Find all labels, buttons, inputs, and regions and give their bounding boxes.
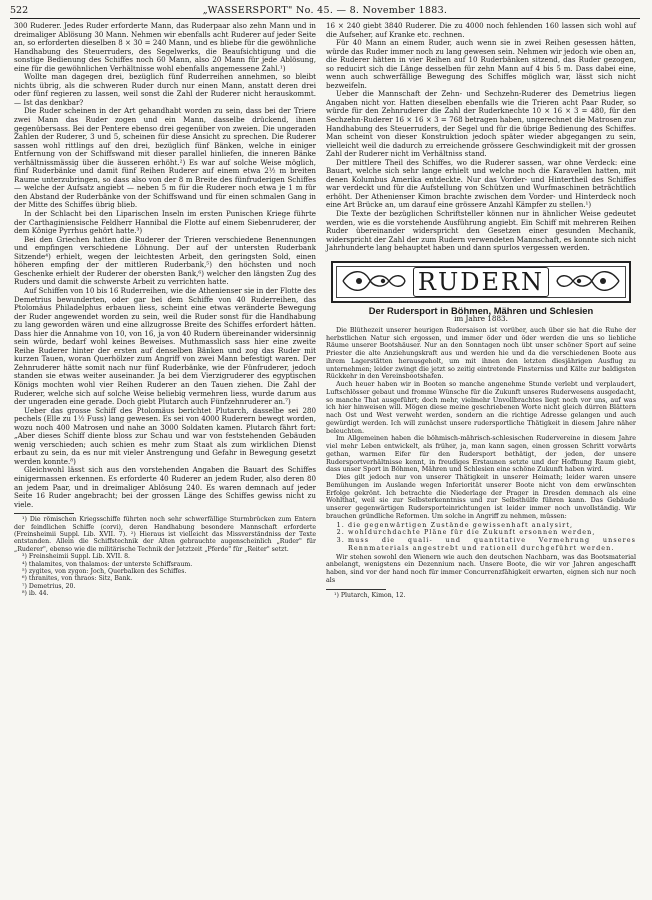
reform-list	[326, 522, 636, 553]
footnote: ¹) Plutarch, Kimon, 12.	[334, 591, 406, 599]
page-header	[10, 5, 640, 17]
footnote: ³) Freinsheimii Suppl. Lib. XVII. 8.	[22, 553, 130, 561]
paragraph: Dies gilt jedoch nur von unserer Thätigkeit in unserer Heimath; leider waren unsere Bemühungen im Auslande wegen Inferiorität unserer Boote nicht von dem erwünschten Erfolge gekrönt. Ich betrachte die Niederlage der Prager in Dresden demnach als eine Wohlthat, weil sie zur Selbsterkenntniss und zur Selbsthülfe führen kann. Das Gebäude unserer gegenwärtigen Rudersporteinrichtungen ist leider immer noch unvollständig. Wir brauchen gründliche Reformen. Um solche in Angriff zu nehmen, müssen:	[326, 473, 636, 520]
section-banner	[331, 261, 631, 303]
article-title: Der Rudersport in Böhmen, Mähren und Schlesien	[368, 304, 594, 316]
list-item: 1. die gegenwärtigen Zustände gewissenhaft analysirt,	[348, 522, 636, 530]
paragraph: Ueber die Mannschaft der Zehn- und Sechzehn-Ruderer des Demetrius liegen Angaben nicht vor. Hatten dieselben ebenfalls wie die Trieren acht Paar Ruder, so würde für den Zehnruderer die Zahl der Ruderknechte 10 × 16 × 3 = 480, für den Sechzehn-Ruderer 16 × 16 × 3 = 768 betragen haben, ungerechnet die Matrosen zur Handhabung des Steuerruders, der Segel und für die übrige Bedienung des Schiffes. Man scheint von dieser Konstruktion jedoch später wieder abgegangen zu sein, vielleicht weil die dadurch zu erreichende grössere Geschwindigkeit mit der grossen Zahl der Ruderer nicht im Verhältniss stand.	[326, 89, 636, 159]
paragraph: Für 40 Mann an einem Ruder, auch wenn sie in zwei Reihen gesessen hätten, würde das Ruder immer noch zu lang gewesen sein. Nehmen wir jedoch wie oben an, die Ruderer hätten in vier Reihen auf 10 Ruderbänken sitzend, das Ruder gezogen, so reducirt sich die Länge desselben für zehn Mann auf 4 bis 5 m. Dass dabei eine, wenn auch schwerfällige Bewegung des Schiffes möglich war, lässt sich nicht bezweifeln.	[326, 38, 636, 90]
running-title: „WASSERSPORT" No. 45. — 8. November 1883.	[202, 5, 448, 16]
header-rule	[10, 18, 640, 19]
paragraph: Gleichwohl lässt sich aus den vorstehenden Angaben die Bauart des Schiffes einigermassen erkennen. Es erforderte 40 Ruderer an jedem Ruder, also deren 80 an jedem Paar, und in dreimaliger Ablösung 240. Es waren demnach auf jeder Seite 16 Ruder angebracht; bei der grossen Länge des Schiffes gewiss nicht zu viele.	[14, 465, 316, 509]
footnote: ⁴) thalamites, von thalamos: der unterste Schiffsraum.	[22, 560, 193, 568]
paragraph: Wollte man dagegen drei, bezüglich fünf Ruderreihen annehmen, so bleibt nichts übrig, als die schweren Ruder durch nur einen Mann, anstatt deren drei oder fünf regieren zu lassen, weil sonst die Zahl der Ruderer nicht herauskommt. — Ist das denkbar?	[14, 72, 316, 107]
paragraph: 16 × 240 giebt 3840 Ruderer. Die zu 4000 noch fehlenden 160 lassen sich wohl auf die Aufseher, auf Kranke etc. rechnen.	[326, 21, 636, 39]
paragraph: Im Allgemeinen haben die böhmisch-mährisch-schlesischen Rudervereine in diesem Jahre viel mehr Leben entwickelt, als früher, ja, man kann sagen, einen grossen Schritt vorwärts gethan, warmen Eifer für den Rudersport bethätigt, der jeden, der unsere Rudersportverhältnisse kennt, in freudiges Erstaunen setzte und der Hoffnung Raum giebt, dass unser Sport in Böhmen, Mähren und Schlesien eine schöne Zukunft haben wird.	[326, 434, 636, 474]
right-column	[326, 22, 636, 599]
footnote: ⁸) ib. 44.	[22, 590, 49, 598]
paragraph: Der mittlere Theil des Schiffes, wo die Ruderer sassen, war ohne Verdeck: eine Bauart, welche sich sehr lange erhielt und welche noch die Karavellen hatten, mit denen Kolumbus Amerika entdeckte. Nur das Vorder- und Hintertheil des Schiffes war verdeckt und für die Aufstellung von Schützen und Wurfmaschinen beträchtlich erhöht. Der Athenienser Kimon brachte zwischen dem Vorder- und Hinterdeck noch eine Art Brücke an, um darauf eine grössere Anzahl Kämpfer zu stellen.¹)	[326, 157, 636, 210]
paragraph: Bei den Griechen hatten die Ruderer der Trieren verschiedene Benennungen und empfingen verschiedene Löhnung. Der auf der untersten Ruderbank Sitzende⁴) erhielt, wegen der leichtesten Arbeit, den geringsten Sold, einen höheren empfing der der mittleren Ruderbank,⁵) den höchsten und noch Geschenke erhielt der Ruderer der obersten Bank,⁶) welcher den längsten Zug des Ruders und damit die schwerste Arbeit zu verrichten hatte.	[14, 234, 316, 287]
list-item: 2. wohldurchdachte Pläne für die Zukunft ersonnen werden,	[348, 529, 636, 537]
banner-word: RUDERN	[413, 267, 549, 297]
footnote-rule	[14, 513, 74, 514]
footnote: ⁷) Demetrius, 20.	[22, 582, 76, 590]
left-column	[14, 22, 316, 598]
paragraph: Auf Schiffen von 10 bis 16 Ruderreihen, wie die Athenienser sie in der Flotte des Demetrius bewunderten, oder gar bei dem Schiffe von 40 Ruderreihen, das Ptolomäus Philadelphus erbauen liess, scheint eine etwas veränderte Bewegung der Ruder angewendet worden zu sein, weil die Ruder sonst für die Handhabung zu lang geworden wären und eine allzugrosse Breite des Schiffes erfordert hätten. Dass hier die Annahme von 10, von 16, ja von 40 Rudern übereinander widersinnig sein würde, bedarf wohl keines Beweises. Muthmasslich sass hier eine zweite Reihe Ruderer hinter der ersten auf denselben Bänken und zog das Ruder mit kurzen Tauen, woran Querhölzer zum Angriff von zwei Mann befestigt waren. Der Zehnruderer hätte somit nach nur fünf Ruderbänke, wie der Fünfruderer, jedoch standen sie etwas weiter auseinander. Ja bei dem Vierzigruderer des egyptischen Königs mochten wohl vier Reihen Ruderer an den Tauen ziehen. Die Zahl der Ruderer, welche sich auf solche Weise beliebig vermehren liess, wurde darum aus der ungeraden eine gerade. Doch giebt Plutarch auch Fünfzehnruderer an.⁷)	[14, 285, 317, 407]
footnote: ⁶) thranites, von thraos: Sitz, Bank.	[22, 575, 133, 583]
paragraph: 300 Ruderer. Jedes Ruder erforderte Mann, das Ruderpaar also zehn Mann und in dreimaliger Ablösung 30 Mann. Nehmen wir ebenfalls acht Ruderer auf jeder Seite an, so erforderten dieselben 8 × 30 = 240 Mann, und es bliebe für die gewöhnliche Handhabung des Steuerruders, des Segelwerks, die Beaufsichtigung und die sonstige Bedienung des Schiffes noch 60 Mann, also 20 Mann für jede Ablösung, eine für die gewöhnlichen Verhältnisse wohl ebenfalls angemessene Zahl.¹)	[14, 21, 316, 73]
paragraph: Die Texte der bezüglichen Schriftsteller können nur in ähnlicher Weise gedeutet werden, wie es die vorstehende Ausführung angiebt. Ein Schiff mit mehreren Reihen Ruder übereinander widerspricht den Gesetzen einer gesunden Mechanik, widerspricht der Zahl der zum Rudern verwendeten Mannschaft, es konnte sich nicht Jahrhunderte lang behauptet haben und dann spurlos vergessen werden.	[326, 209, 636, 253]
list-item: 3. muss die quali- und quantitative Vermehrung unseres Rennmaterials angestrebt und rationell durchgeführt werden.	[348, 537, 636, 553]
footnote: ⁵) zygites, von zygon: Joch, Querbalken des Schiffes.	[22, 568, 187, 576]
paragraph: Die Ruder scheinen in der Art gehandhabt worden zu sein, dass bei der Triere zwei Mann das Ruder zogen und ein Mann, dasselbe drückend, ihnen gegenübersass. Bei der Pentere ebenso drei gegenüber von zweien. Die ungeraden Zahlen der Ruderer, 3 und 5, scheinen für diese Ansicht zu sprechen. Die Ruderer sassen wohl rittlings auf den drei, bezüglich fünf Bänken, welche in einiger Entfernung von der Schiffswand mit dieser parallel hinliefen, die inneren Bänke verhältnissmässig über die äusseren erhöht.²) Es war auf solche Weise möglich, fünf Ruderbänke und damit fünf Reihen Ruderer auf einem etwa 2½ m breiten Raume unterzubringen, so dass also von der 8 m Breite des fünfruderigen Schiffes — welche der Aufsatz angiebt — neben 5 m für die Ruderer noch etwa je 1 m für den Abstand der Ruderbänke von der Schiffswand und für einen schmalen Gang in der Mitte des Schiffes übrig blieb.	[14, 106, 316, 210]
footnote: ¹) Die römischen Kriegsschiffe führten noch sehr schwerfällige Sturmbrücken zum Entern der feindlichen Schiffe (corvi), deren Handhabung besondere Mannschaft erforderte (Freinsheimii Suppl. Lib. XVII. 7). ²) Hieraus ist vielleicht das Missverständniss der Texte entstanden. Allein die Schiffstechnik der Alten gebrauchte augenscheinlich „Ruder" für „Ruderer", ebenso wie die militärische Technik der Jetztzeit „Pferde" für „Reiter" setzt.	[14, 516, 316, 553]
article-body	[326, 327, 636, 585]
page-number: 522	[10, 5, 29, 16]
paragraph: In der Schlacht bei den Liparischen Inseln im ersten Punischen Kriege führte der Carthaginiensische Feldherr Hannibal die Flotte auf einem Siebenruderer, der dem Könige Pyrrhus gehört hatte.³)	[14, 209, 316, 236]
article-subtitle: im Jahre 1883.	[454, 314, 508, 324]
footnote-rule	[326, 589, 386, 590]
paragraph: Ueber das grosse Schiff des Ptolomäus berichtet Plutarch, dasselbe sei 280 pechels (Elle zu 1½ Fuss) lang gewesen. Es sei von 4000 Ruderern bewegt worden, wozu noch 400 Matrosen und nahe an 3000 Soldaten kamen. Plutarch fährt fort: „Aber dieses Schiff diente bloss zur Schau und war von feststehenden Gebäuden wenig verschieden; auch schien es mehr zum Staat als zum wirklichen Dienst erbaut zu sein, da es nur mit vieler Anstrengung und Gefahr in Bewegung gesetzt werden konnte.⁸)	[14, 405, 316, 466]
paragraph: Auch heuer haben wir in Booten so manche angenehme Stunde verlebt und verplaudert, Luftschlösser gebaut und fromme Wünsche für die Zukunft unseres Ruderwesens ausgedacht, so manche That ausgeführt; doch mehr, vielmehr Unvollbrachtes liegt noch vor uns, auf was ich hier hinweisen will. Mögen diese meine geschriebenen Worte nicht gleich dürren Blättern nach Ost und West verweht werden, sondern an die richtige Adresse gelangen und auch gewürdigt werden. Ich will zunächst unsere rudersportliche Thätigkeit in diesem Jahre näher beleuchten.	[326, 380, 636, 435]
ornament-right-icon	[553, 267, 623, 295]
paragraph: Die Blüthezeit unserer heurigen Rudersaison ist vorüber, auch über sie hat die Ruhe der herbstlichen Natur sich ergossen, und immer öder und öder werden die uns so liebliche Räume unserer Bootshäuser. Nur an den Sonntagen noch übt unser schöner Sport auf seine Priester die alte Anziehungskraft aus und werden hie und da die verschiedenen Boote aus ihrem Lagerstätten herausgeholt, um mit ihnen den letzten diesjährigen Ausflug zu unternehmen; leider zwingt die jetzt so zeitig eintretende Finsterniss und Kälte zur baldigsten Rückkehr in den Vereinsbootshafen.	[326, 325, 636, 381]
ornament-left-icon	[339, 267, 409, 295]
paragraph: Wir stehen sowohl den Wienern wie auch den deutschen Nachbarn, was das Bootsmaterial anbelangt, wenigstens ein Dezennium nach. Unsere Boote, die wir vor Jahren angeschafft haben, sind vor der hand noch für immer Concurrenzfähigkeit erwarten, eignen sich nur noch als	[326, 552, 636, 584]
